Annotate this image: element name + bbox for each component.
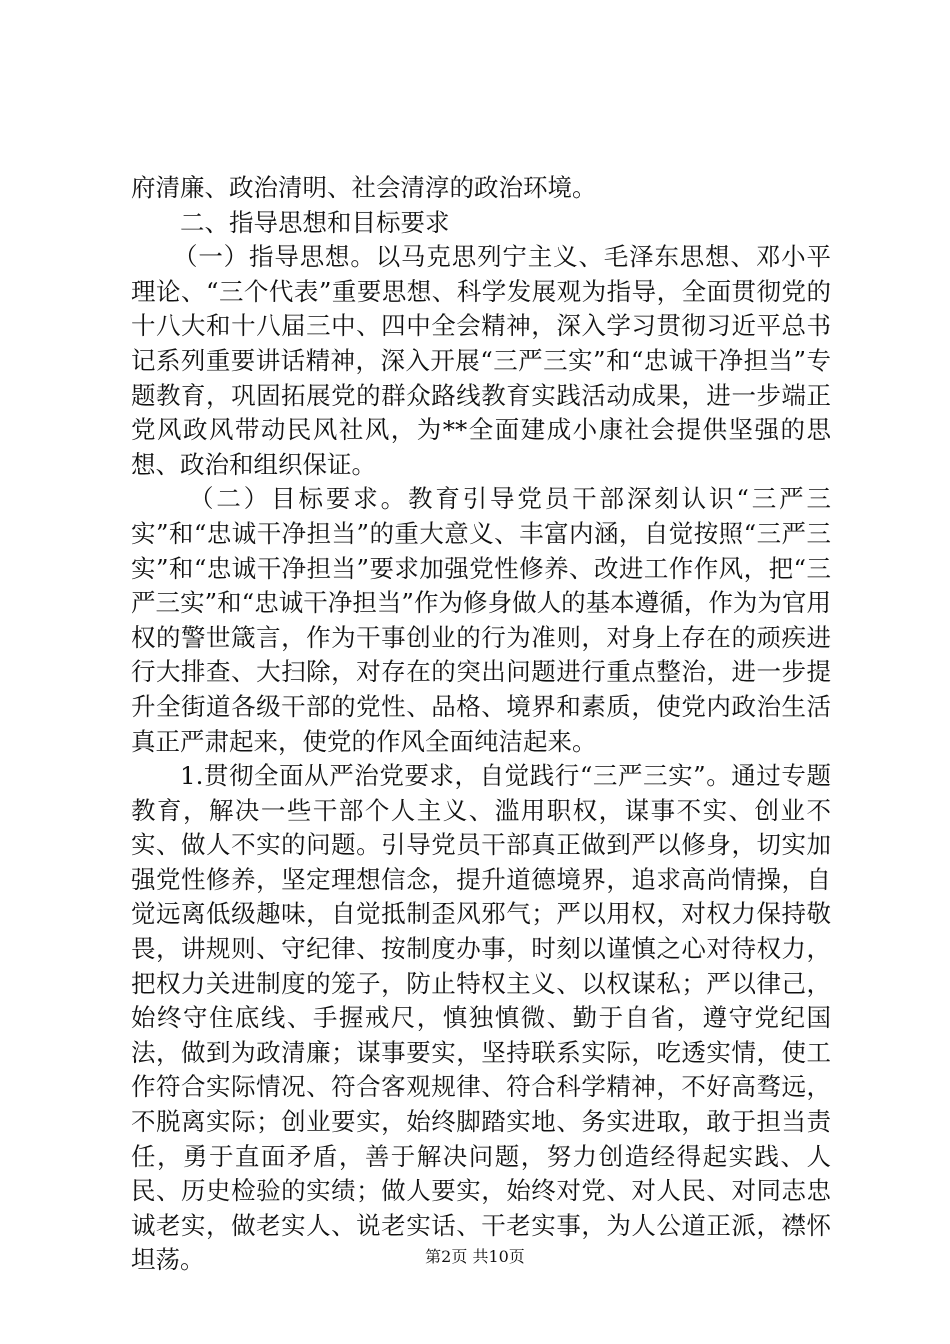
- section-heading: 二、指导思想和目标要求: [180, 207, 450, 237]
- paragraph-goals: （二）目标要求。教育引导党员干部深刻认识“三严三实”和“忠诚干净担当”的重大意义、丰富内涵，自觉按照“三严三实”和“忠诚干净担当”要求加强党性修养、改进工作作风，把“三严三实”和“忠诚干净担当”作为修身做人的基本遵循，作为为官用权的警世箴言，作为干事创业的行为准则，对身上存在的顽疾进行大排查、大扫除，对存在的突出问题进行重点整治，进一步提升全街道各级干部的党性、品格、境界和素质，使党内政治生活真正严肃起来，使党的作风全面纯洁起来。: [131, 484, 831, 756]
- paragraph-guiding-thought: （一）指导思想。以马克思列宁主义、毛泽东思想、邓小平理论、“三个代表”重要思想、科学发展观为指导，全面贯彻党的十八大和十八届三中、四中全会精神，深入学习贯彻习近平总书记系列重要讲话精神，深入开展“三严三实”和“忠诚干净担当”专题教育，巩固拓展党的群众路线教育实践活动成果，进一步端正党风政风带动民风社风，为**全面建成小康社会提供坚强的思想、政治和组织保证。: [131, 242, 831, 479]
- document-body: [131, 171, 831, 1278]
- page-number: 第2页 共10页: [425, 1247, 525, 1266]
- paragraph-item-1: 1.贯彻全面从严治党要求，自觉践行“三严三实”。通过专题教育，解决一些干部个人主义、滥用职权，谋事不实、创业不实、做人不实的问题。引导党员干部真正做到严以修身，切实加强党性修养，坚定理想信念，提升道德境界，追求高尚情操，自觉远离低级趣味，自觉抵制歪风邪气；严以用权，对权力保持敬畏，讲规则、守纪律、按制度办事，时刻以谨慎之心对待权力，把权力关进制度的笼子，防止特权主义、以权谋私；严以律己，始终守住底线、手握戒尺，慎独慎微、勤于自省，遵守党纪国法，做到为政清廉；谋事要实，坚持联系实际，吃透实情，使工作符合实际情况、符合客观规律、符合科学精神，不好高骛远，不脱离实际；创业要实，始终脚踏实地、务实进取，敢于担当责任，勇于直面矛盾，善于解决问题，努力创造经得起实践、人民、历史检验的实绩；做人要实，始终对党、对人民、对同志忠诚老实，做老实人、说老实话、干老实事，为人公道正派，襟怀坦荡。: [131, 761, 831, 1275]
- paragraph-continuation: 府清廉、政治清明、社会清淳的政治环境。: [131, 173, 597, 202]
